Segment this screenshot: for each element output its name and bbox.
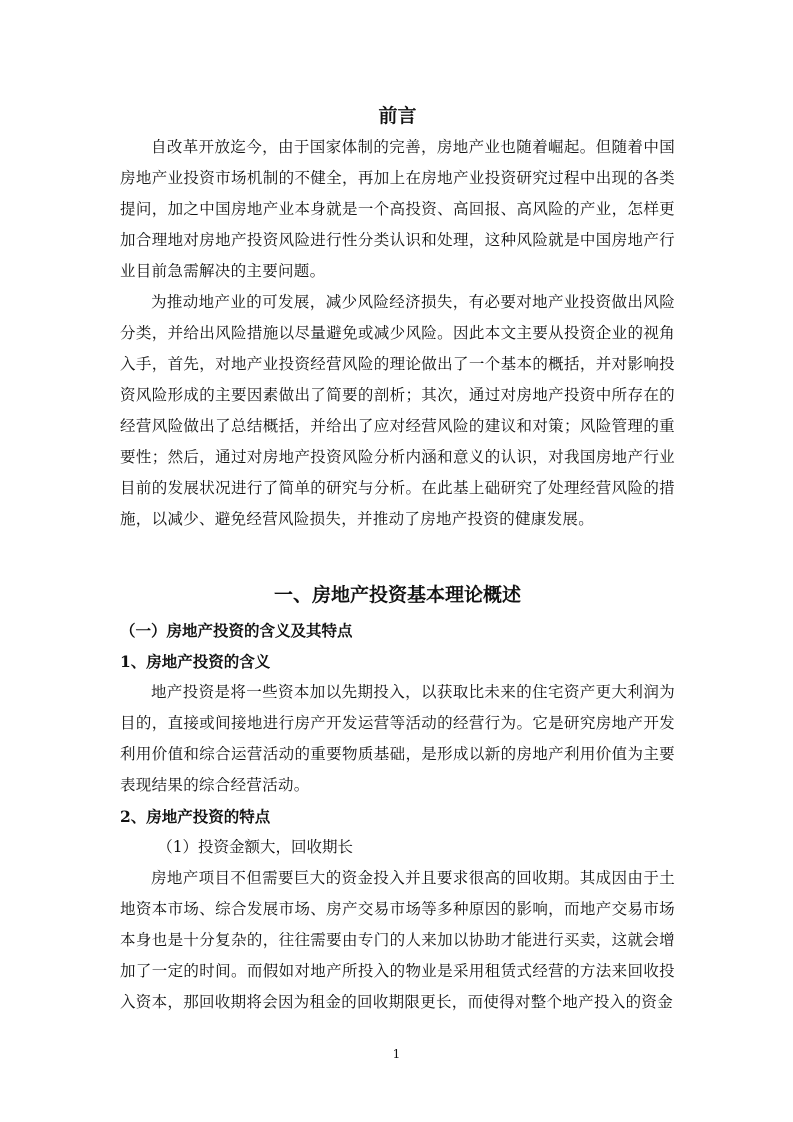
- subsection-title-features: 2、房地产投资的特点: [120, 807, 271, 826]
- feature-item-1: （1）投资金额大，回收期长: [157, 838, 354, 856]
- subsection-title-meaning: 1、房地产投资的含义: [120, 652, 271, 671]
- section-title: （一）房地产投资的含义及其特点: [120, 621, 353, 640]
- chapter-title: 一、房地产投资基本理论概述: [273, 584, 521, 606]
- page-number: 1: [392, 1047, 401, 1061]
- preface-paragraph-2: 为推动地产业的可发展，减少风险经济损失，有必要对地产业投资做出风险分类，并给出风险措施以尽量避免或减少风险。因此本文主要从投资企业的视角入手，首先，对地产业投资经营风险的理论做出了一个基本的概括，并对影响投资风险形成的主要因素做出了简要的剖析；其次，通过对房地产投资中所存在的经营风险做出了总结概括，并给出了应对经营风险的建议和对策；风险管理的重要性；然后，通过对房地产投资风险分析内涵和意义的认识，对我国房地产行业目前的发展状况进行了简单的研究与分析。在此基上础研究了处理经营风险的措施，以减少、避免经营风险损失，并推动了房地产投资的健康发展。: [120, 293, 675, 528]
- features-paragraph: 房地产项目不但需要巨大的资金投入并且要求很高的回收期。其成因由于土地资本市场、综合发展市场、房产交易市场等多种原因的影响，而地产交易市场本身也是十分复杂的，往往需要由专门的人来加以协助才能进行买卖，这就会增加了一定的时间。而假如对地产所投入的物业是采用租赁式经营的方法来回收投入资本，那回收期将会因为租金的回收期限更长，而使得对整个地产投入的资金: [120, 869, 675, 1011]
- preface-title: 前言: [378, 105, 417, 127]
- page-content: [120, 100, 675, 1018]
- preface-paragraph-1: 自改革开放迄今，由于国家体制的完善，房地产业也随着崛起。但随着中国房地产业投资市场机制的不健全，再加上在房地产业投资研究过程中出现的各类提问，加之中国房地产业本身就是一个高投资、高回报、高风险的产业，怎样更加合理地对房地产投资风险进行性分类认识和处理，这种风险就是中国房地产行业目前急需解决的主要问题。: [120, 138, 675, 280]
- meaning-paragraph: 地产投资是将一些资本加以先期投入，以获取比未来的住宅资产更大利润为目的，直接或间接地进行房产开发运营等活动的经营行为。它是研究房地产开发利用价值和综合运营活动的重要物质基础，是形成以新的房地产利用价值为主要表现结果的综合经营活动。: [120, 683, 675, 794]
- section-gap: [120, 535, 675, 575]
